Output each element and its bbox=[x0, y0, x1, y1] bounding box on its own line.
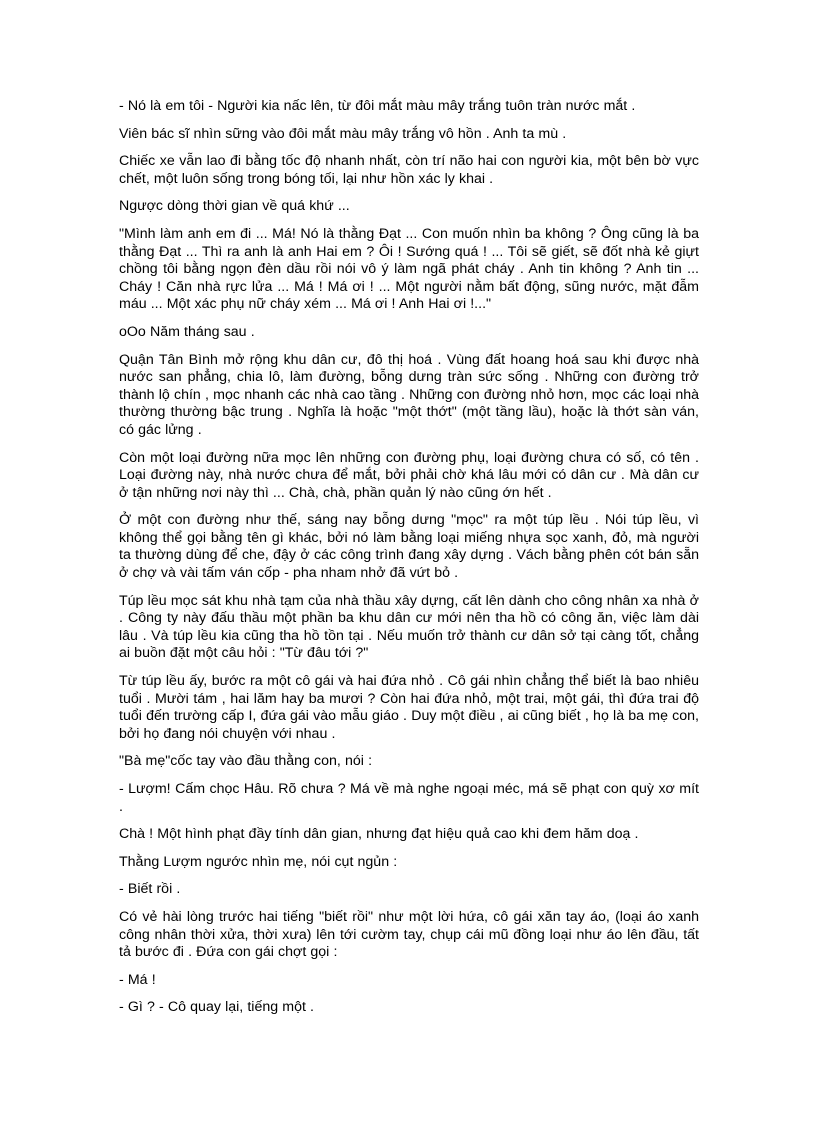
paragraph: - Nó là em tôi - Người kia nấc lên, từ đôi mắt màu mây trắng tuôn tràn nước mắt . bbox=[119, 98, 636, 114]
document-body bbox=[119, 98, 699, 1027]
paragraph: Còn một loại đường nữa mọc lên những con đường phụ, loại đường chưa có số, có tên . Loại đường này, nhà nước chưa để mắt, bởi phải chờ khá lâu mới có dân cư . Mà dân cư ở tận những nơi này thì ... Chà, chà, phần quản lý nào cũng ớn hết . bbox=[119, 449, 699, 501]
paragraph: "Mình làm anh em đi ... Má! Nó là thằng Đạt ... Con muốn nhìn ba không ? Ông cũng là ba thằng Đạt ... Thì ra anh là anh Hai em ? Ôi ! Sướng quá ! ... Tôi sẽ giết, sẽ đốt nhà kẻ giựt chồng tôi bằng ngọn đèn dầu rồi nói vô ý làm ngã phát cháy . Anh tin không ? Anh tin ... Cháy ! Căn nhà rực lửa ... Má ! Má ơi ! ... Một người nằm bất động, sũng nước, mặt đẫm máu ... Một xác phụ nữ cháy xém ... Má ơi ! Anh Hai ơi !..." bbox=[119, 225, 699, 313]
paragraph: Ở một con đường như thế, sáng nay bỗng dưng "mọc" ra một túp lều . Nói túp lều, vì không thể gọi bằng tên gì khác, bởi nó làm bằng loại miếng nhựa sọc xanh, đỏ, mà người ta thường dùng để che, đậy ở các công trình đang xây dựng . Vách bằng phên cót bán sẵn ở chợ và vài tấm ván cốp - pha nham nhở đã vứt bỏ . bbox=[119, 512, 699, 582]
paragraph: Chà ! Một hình phạt đầy tính dân gian, nhưng đạt hiệu quả cao khi đem hăm doạ . bbox=[119, 826, 639, 843]
paragraph: Có vẻ hài lòng trước hai tiếng "biết rồi" như một lời hứa, cô gái xăn tay áo, (loại áo xanh công nhân thời xửa, thời xưa) lên tới cườm tay, chụp cái mũ đồng loại như áo lên đầu, tất tả bước đi . Đứa con gái chợt gọi : bbox=[119, 908, 699, 961]
paragraph: - Gì ? - Cô quay lại, tiếng một . bbox=[119, 999, 314, 1016]
paragraph: - Biết rồi . bbox=[119, 881, 181, 898]
paragraph: - Lượm! Cấm chọc Hâu. Rõ chưa ? Má về mà nghe ngoại méc, má sẽ phạt con quỳ xơ mít . bbox=[119, 781, 699, 815]
paragraph: oOo Năm tháng sau . bbox=[119, 323, 255, 340]
paragraph: Quận Tân Bình mở rộng khu dân cư, đô thị hoá . Vùng đất hoang hoá sau khi được nhà nước san phẳng, chia lô, làm đường, bỗng dưng tràn sức sống . Những con đường trở thành lộ chín , mọc nhanh các nhà cao tầng . Những con đường nhỏ hơn, mọc các loại nhà thường thường bậc trung . Nghĩa là hoặc "một thớt" (một tầng lầu), hoặc là thớt sàn ván, có gác lửng . bbox=[119, 351, 699, 438]
paragraph: Từ túp lều ấy, bước ra một cô gái và hai đứa nhỏ . Cô gái nhìn chẳng thể biết là bao nhiêu tuổi . Mười tám , hai lăm hay ba mươi ? Còn hai đứa nhỏ, một trai, một gái, thì đứa trai độ tuổi đến trường cấp I, đứa gái vào mẫu giáo . Duy một điều , ai cũng biết , họ là ba mẹ con, bởi họ đang nói chuyện với nhau . bbox=[119, 673, 699, 742]
paragraph: Thằng Lượm ngước nhìn mẹ, nói cụt ngủn : bbox=[119, 853, 398, 870]
paragraph: Túp lều mọc sát khu nhà tạm của nhà thầu xây dựng, cất lên dành cho công nhân xa nhà ở . Công ty này đấu thầu một phần ba khu dân cư mới nên tha hồ có công ăn, việc làm dài lâu . Và túp lều kia cũng tha hồ tồn tại . Nếu muốn trở thành cư dân sở tại càng tốt, chẳng ai buồn đặt một câu hỏi : "Từ đâu tới ?" bbox=[119, 592, 699, 662]
paragraph: Viên bác sĩ nhìn sững vào đôi mắt màu mây trắng vô hồn . Anh ta mù . bbox=[119, 125, 567, 142]
paragraph: - Má ! bbox=[119, 971, 156, 988]
paragraph: "Bà mẹ"cốc tay vào đầu thằng con, nói : bbox=[119, 753, 373, 770]
paragraph: Ngược dòng thời gian về quá khứ ... bbox=[119, 198, 350, 215]
paragraph: Chiếc xe vẫn lao đi bằng tốc độ nhanh nhất, còn trí não hai con người kia, một bên bờ vực chết, một luôn sống trong bóng tối, lại như hồn xác ly khai . bbox=[119, 153, 699, 187]
